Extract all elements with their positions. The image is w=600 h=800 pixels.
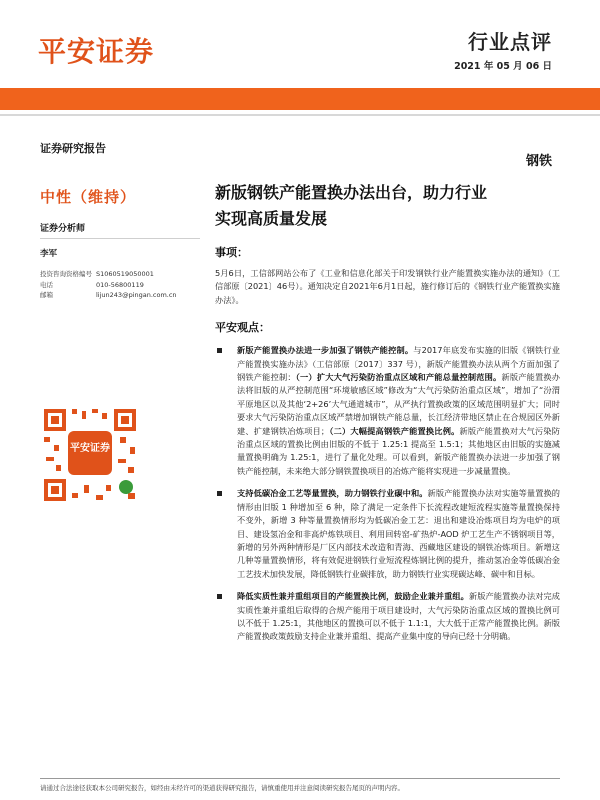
header-divider [0, 114, 600, 116]
bullet-square-icon [217, 491, 222, 496]
view-heading: 平安观点： [215, 321, 270, 335]
analyst-section-title: 证券分析师 [40, 221, 200, 239]
viewpoint-bullet: 支持低碳冶金工艺等量置换，助力钢铁行业碳中和。新版产能置换办法对实施等量置换的情形由旧版 1 种增加至 6 种，除了满足一定条件下长流程改建短流程实施等量置换保持不变外，新增 3 种等量置换情形均为低碳冶金工艺：退出和建设冶炼项目均为电炉的项目、建设氢冶金和非高炉炼铁项目、利用回转窑-矿热炉-AOD 炉工艺生产不锈钢项目等，新增的另外两种情形是厂区内部技术改造和青海、西藏地区建设的钢铁冶炼项目。新增这几种等量置换情形，将有效促进钢铁行业短流程炼钢比例的提升，推动氢冶金等低碳冶金工艺技术加快发展，降低钢铁行业碳排放，助力钢铁行业实现碳达峰、碳中和目标。 [215, 487, 560, 581]
viewpoint-bullet: 降低实质性兼并重组项目的产能置换比例，鼓励企业兼并重组。新版产能置换办法对完成实质性兼并重组后取得的合规产能用于项目建设时，大气污染防治重点区域的置换比例可以不低于 1.25:1，其他地区的置换可以不低于 1.1:1，大大低于正常产能置换比例。新版产能置换政策鼓励支持企业兼并重组、提高产业集中度的导向已经十分明确。 [215, 590, 560, 644]
footer-divider [40, 778, 560, 779]
report-title: 新版钢铁产能置换办法出台，助力行业 实现高质量发展 [215, 183, 488, 228]
header-band [0, 88, 600, 110]
brand-logo: 平安证券 [38, 35, 155, 68]
event-heading: 事项： [215, 246, 248, 259]
main-content [215, 180, 560, 644]
event-text: 5月6日，工信部网站公布了《工业和信息化部关于印发钢铁行业产能置换实施办法的通知》（工信部原〔2021〕46号）。通知决定自2021年6月1日起，施行修订后的《钢铁行业产能置换实施办法》。 [215, 268, 560, 305]
bullet-square-icon [217, 348, 222, 353]
viewpoint-bullet: 新版产能置换办法进一步加强了钢铁产能控制。与2017年底发布实施的旧版《钢铁行业产能置换实施办法》（工信部原〔2017〕337 号），新版产能置换办法从两个方面加强了钢铁产能控制：（一）扩大大气污染防治重点区域和产能总量控制范围。新版产能置换办法将旧版的从严控制范围“环境敏感区域”修改为“大气污染防治重点区域”，增加了“汾渭平原地区以及其他‘2+26’大气通道城市”，从严执行置换政策的区域范围明显扩大；同时要求大气污染防治重点区域严禁增加钢铁产能总量，长江经济带地区禁止在合规园区外新建、扩建钢铁冶炼项目；（二）大幅提高钢铁产能置换比例。新版产能置换对大气污染防治重点区域的置换比例由旧版的不低于 1.25:1 提高至 1.5:1；其他地区由旧版的实施减量置换明确为 1.25:1，进行了量化处理。可以看到，新版产能置换办法进一步加强了钢铁产能控制，未来绝大部分钢铁置换项目的冶炼产能将实现进一步减量置换。 [215, 344, 560, 478]
qr-code-icon [40, 405, 140, 505]
qr-badge-text: 平安证券 [70, 443, 110, 454]
footer-disclaimer: 请通过合法途径获取本公司研究报告，如经由未经许可的渠道获得研究报告，请慎重使用并注意阅读研究报告尾页的声明内容。 [40, 784, 404, 792]
report-label: 证券研究报告 [40, 142, 106, 155]
analyst-email[interactable]: 邮箱 lijun243@pingan.com.cn [40, 291, 177, 299]
analyst-phone: 电话 010-56800119 [40, 280, 144, 289]
analyst-license: 投资咨询资格编号 S1060519050001 [40, 270, 154, 278]
analyst-contact [40, 269, 200, 301]
analyst-name: 李军 [40, 249, 58, 259]
left-column [40, 140, 200, 301]
bullet-square-icon [217, 594, 222, 599]
sector-label: 钢铁 [525, 154, 552, 169]
doc-date: 2021 年 05 月 06 日 [454, 61, 552, 72]
doc-type-title: 行业点评 [468, 30, 552, 54]
rating-label: 中性（维持） [40, 188, 137, 206]
